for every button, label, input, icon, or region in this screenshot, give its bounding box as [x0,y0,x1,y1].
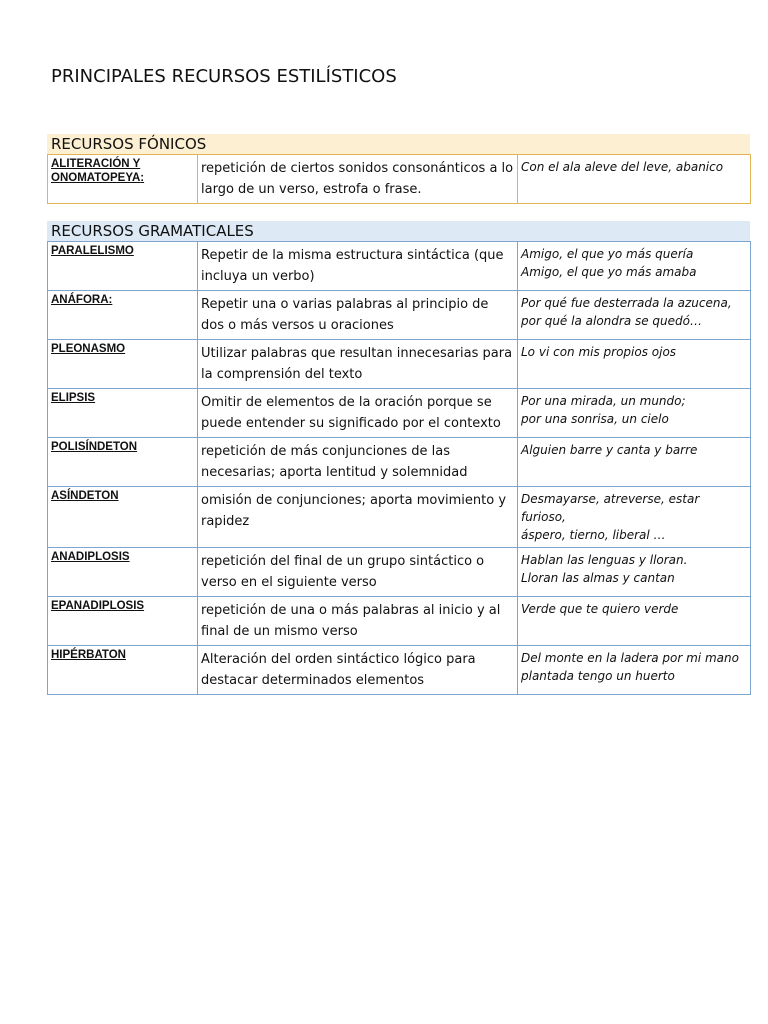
table-gramaticales [47,241,751,695]
definition-cell: Repetir una o varias palabras al principio de dos o más versos u oraciones [198,291,518,340]
term-label: PLEONASMO [51,343,126,355]
table-row [48,242,751,291]
term-cell [48,548,198,597]
definition-cell: repetición de ciertos sonidos consonánticos a lo largo de un verso, estrofa o frase. [198,155,518,204]
definition-cell: repetición de más conjunciones de las necesarias; aporta lentitud y solemnidad [198,438,518,487]
example-cell [518,242,751,291]
section-recursos-gramaticales [47,221,750,695]
example-line: Lloran las almas y cantan [521,571,675,585]
example-line: Por una mirada, un mundo; [521,394,686,408]
term-label: EPANADIPLOSIS [51,600,145,612]
term-suffix: : [140,172,145,184]
table-row [48,438,751,487]
definition-cell: Utilizar palabras que resultan innecesarias para la comprensión del texto [198,340,518,389]
table-row [48,389,751,438]
example-line: Desmayarse, atreverse, estar furioso, [521,492,700,524]
example-line: por una sonrisa, un cielo [521,412,669,426]
example-line: Hablan las lenguas y lloran. [521,553,688,567]
definition-cell: Omitir de elementos de la oración porque se puede entender su significado por el contexto [198,389,518,438]
term-label: ELIPSIS [51,392,96,404]
term-cell [48,291,198,340]
term-label: ANADIPLOSIS [51,551,130,563]
example-line: áspero, tierno, liberal … [521,528,666,542]
example-line: Lo vi con mis propios ojos [521,345,677,359]
table-row [48,597,751,646]
term-cell [48,646,198,695]
term-label: POLISÍNDETON [51,441,138,453]
example-line: Alguien barre y canta y barre [521,443,698,457]
table-fonicos [47,154,751,204]
example-cell [518,548,751,597]
example-cell [518,597,751,646]
term-cell [48,155,198,204]
term-cell [48,597,198,646]
section-header-fonicos: RECURSOS FÓNICOS [47,134,750,154]
example-line: Con el ala aleve del leve, abanico [521,160,724,174]
example-cell [518,487,751,548]
term-label: ASÍNDETON [51,490,119,502]
term-cell [48,242,198,291]
term-cell [48,340,198,389]
term-label: PARALELISMO [51,245,134,257]
example-line: Amigo, el que yo más quería [521,247,694,261]
definition-cell: Alteración del orden sintáctico lógico para destacar determinados elementos [198,646,518,695]
example-cell [518,340,751,389]
definition-cell: omisión de conjunciones; aporta movimiento y rapidez [198,487,518,548]
page-title: PRINCIPALES RECURSOS ESTILÍSTICOS [51,66,397,87]
example-line: Del monte en la ladera por mi mano [521,651,739,665]
table-row [48,646,751,695]
example-cell [518,438,751,487]
definition-cell: repetición del final de un grupo sintáctico o verso en el siguiente verso [198,548,518,597]
example-line: Verde que te quiero verde [521,602,679,616]
section-recursos-fonicos [47,134,750,204]
term-label: ANÁFORA [51,294,109,306]
table-row [48,291,751,340]
definition-cell: repetición de una o más palabras al inicio y al final de un mismo verso [198,597,518,646]
definition-cell: Repetir de la misma estructura sintáctica (que incluya un verbo) [198,242,518,291]
example-line: Amigo, el que yo más amaba [521,265,697,279]
example-cell [518,646,751,695]
table-row [48,340,751,389]
term-label: HIPÉRBATON [51,649,126,661]
example-cell [518,389,751,438]
term-cell [48,487,198,548]
section-header-gramaticales: RECURSOS GRAMATICALES [47,221,750,241]
example-line: plantada tengo un huerto [521,669,675,683]
term-cell [48,389,198,438]
term-suffix: : [108,294,113,306]
example-cell [518,155,751,204]
example-line: por qué la alondra se quedó… [521,314,702,328]
term-label: ALITERACIÓN Y ONOMATOPEYA [51,158,141,184]
table-row [48,548,751,597]
table-row [48,487,751,548]
term-cell [48,438,198,487]
example-line: Por qué fue desterrada la azucena, [521,296,732,310]
example-cell [518,291,751,340]
table-row [48,155,751,204]
